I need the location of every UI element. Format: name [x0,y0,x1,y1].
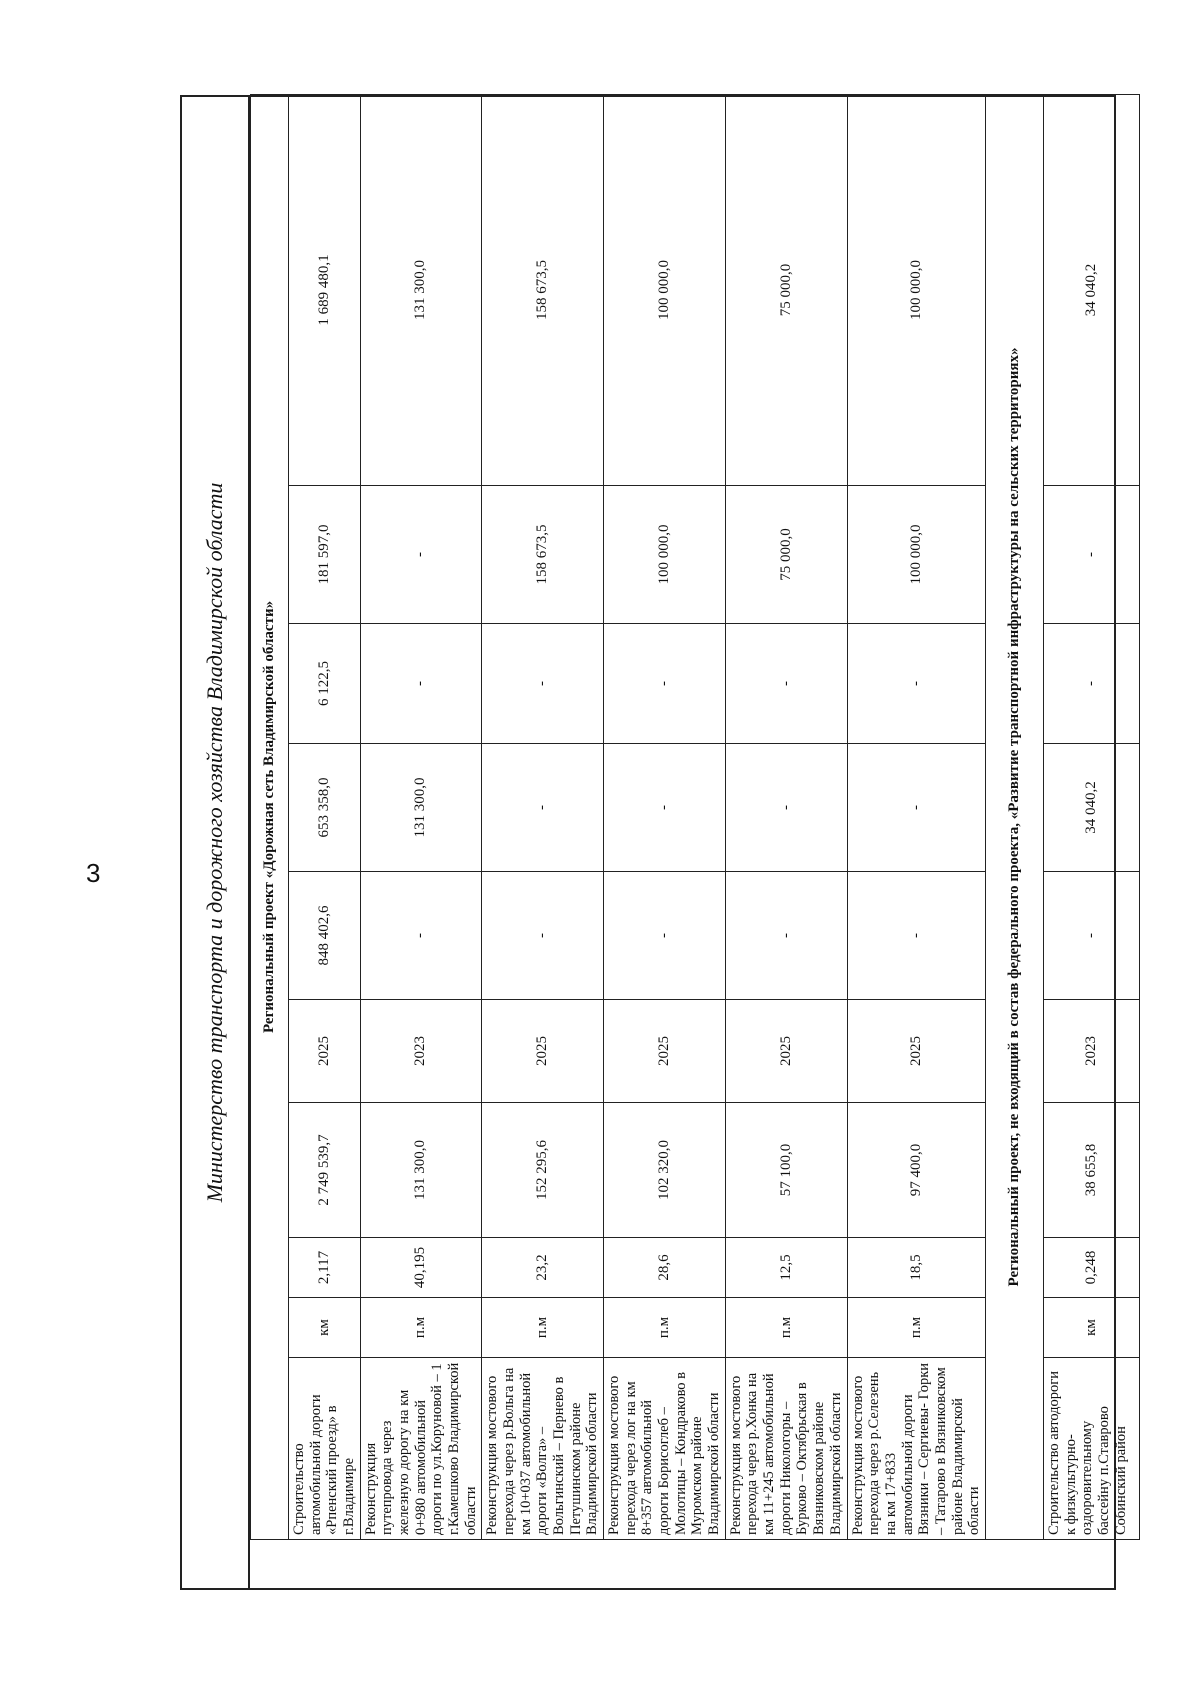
year-cell: 2025 [289,1000,361,1103]
total-cell: 75 000,0 [725,94,847,485]
total-cell: 131 300,0 [360,94,482,485]
total-cell: 1 689 480,1 [289,94,361,485]
object-name: Строительство автодороги к физкультурно-оздоровительному бассейну п.Ставрово Собинский район [1043,1358,1139,1540]
value-cell: - [1043,624,1139,744]
object-name: Реконструкция мостового перехода через лог на км 8+357 автомобильной дороги Борисоглеб – Молотицы – Кондраково в Муромском районе Владимирской области [604,1358,726,1540]
table-row [289,94,361,1539]
table-row [725,94,847,1539]
capacity-cell: 23,2 [482,1238,604,1298]
unit-cell: п.м [360,1298,482,1358]
total-cell: 34 040,2 [1043,94,1139,485]
table-row [482,94,604,1539]
unit-cell: км [289,1298,361,1358]
table-row [847,94,985,1539]
capacity-cell: 2,117 [289,1238,361,1298]
object-name: Реконструкция мостового перехода через р.Селезень на км 17+833 автомобильной дороги Вязники – Сергиевы- Горки – Татарово в Вязниковском районе Владимирской области [847,1358,985,1540]
unit-cell: км [1043,1298,1139,1358]
object-name: Реконструкция мостового перехода через р.Вольга на км 10+037 автомобильной дороги «Волга» – Вольгинский – Пернево в Петушинском районе Владимирской области [482,1358,604,1540]
object-name: Реконструкция мостового перехода через р.Хонка на км 11+245 автомобильной дороги Никологоры – Бурково – Октябрьская в Вязниковском районе Владимирской области [725,1358,847,1540]
value-cell: 158 673,5 [482,486,604,624]
value-cell: - [1043,872,1139,1000]
section-title-row [985,94,1043,1539]
value-cell: 181 597,0 [289,486,361,624]
unit-cell: п.м [847,1298,985,1358]
value-cell: 100 000,0 [604,486,726,624]
table-row [604,94,726,1539]
cost-cell: 2 749 539,7 [289,1103,361,1238]
cost-cell: 38 655,8 [1043,1103,1139,1238]
total-cell: 100 000,0 [847,94,985,485]
year-cell: 2025 [725,1000,847,1103]
value-cell: - [482,744,604,872]
object-name: Строительство автомобильной дороги «Рпенский проезд» в г.Владимире [289,1358,361,1540]
value-cell: - [604,744,726,872]
cost-cell: 152 295,6 [482,1103,604,1238]
section-title: Региональный проект, не входящий в состав федерального проекта, «Развитие транспортной инфраструктуры на сельских территориях» [985,94,1043,1539]
cost-cell: 131 300,0 [360,1103,482,1238]
year-cell: 2025 [604,1000,726,1103]
value-cell: 848 402,6 [289,872,361,1000]
value-cell: 34 040,2 [1043,744,1139,872]
value-cell: - [725,744,847,872]
value-cell: - [360,486,482,624]
value-cell: - [847,624,985,744]
projects-table [250,94,1140,1540]
value-cell: - [482,872,604,1000]
capacity-cell: 40,195 [360,1238,482,1298]
table-row [360,94,482,1539]
value-cell: - [1043,486,1139,624]
unit-cell: п.м [604,1298,726,1358]
year-cell: 2023 [1043,1000,1139,1103]
value-cell: 653 358,0 [289,744,361,872]
year-cell: 2023 [360,1000,482,1103]
section-title-row [251,94,289,1539]
unit-cell: п.м [482,1298,604,1358]
value-cell: 131 300,0 [360,744,482,872]
value-cell: - [847,744,985,872]
value-cell: 6 122,5 [289,624,361,744]
table-row [1043,94,1139,1539]
value-cell: - [725,624,847,744]
cost-cell: 97 400,0 [847,1103,985,1238]
cost-cell: 57 100,0 [725,1103,847,1238]
value-cell: - [847,872,985,1000]
value-cell: - [360,872,482,1000]
ministry-header: Министерство транспорта и дорожного хозяйства Владимирской области [182,97,250,1588]
value-cell: - [360,624,482,744]
cost-cell: 102 320,0 [604,1103,726,1238]
value-cell: - [482,624,604,744]
capacity-cell: 12,5 [725,1238,847,1298]
page-number: 3 [86,858,101,888]
year-cell: 2025 [847,1000,985,1103]
total-cell: 100 000,0 [604,94,726,485]
value-cell: 100 000,0 [847,486,985,624]
value-cell: 75 000,0 [725,486,847,624]
value-cell: - [604,624,726,744]
unit-cell: п.м [725,1298,847,1358]
year-cell: 2025 [482,1000,604,1103]
value-cell: - [604,872,726,1000]
rotated-page-content [180,95,1129,1590]
total-cell: 158 673,5 [482,94,604,485]
object-name: Реконструкция путепровода через железную дорогу на км 0+980 автомобильной дороги по ул.Коруновой – 1 г.Камешково Владимирской области [360,1358,482,1540]
section-title: Региональный проект «Дорожная сеть Владимирской области» [251,94,289,1539]
capacity-cell: 18,5 [847,1238,985,1298]
value-cell: - [725,872,847,1000]
capacity-cell: 0,248 [1043,1238,1139,1298]
capacity-cell: 28,6 [604,1238,726,1298]
